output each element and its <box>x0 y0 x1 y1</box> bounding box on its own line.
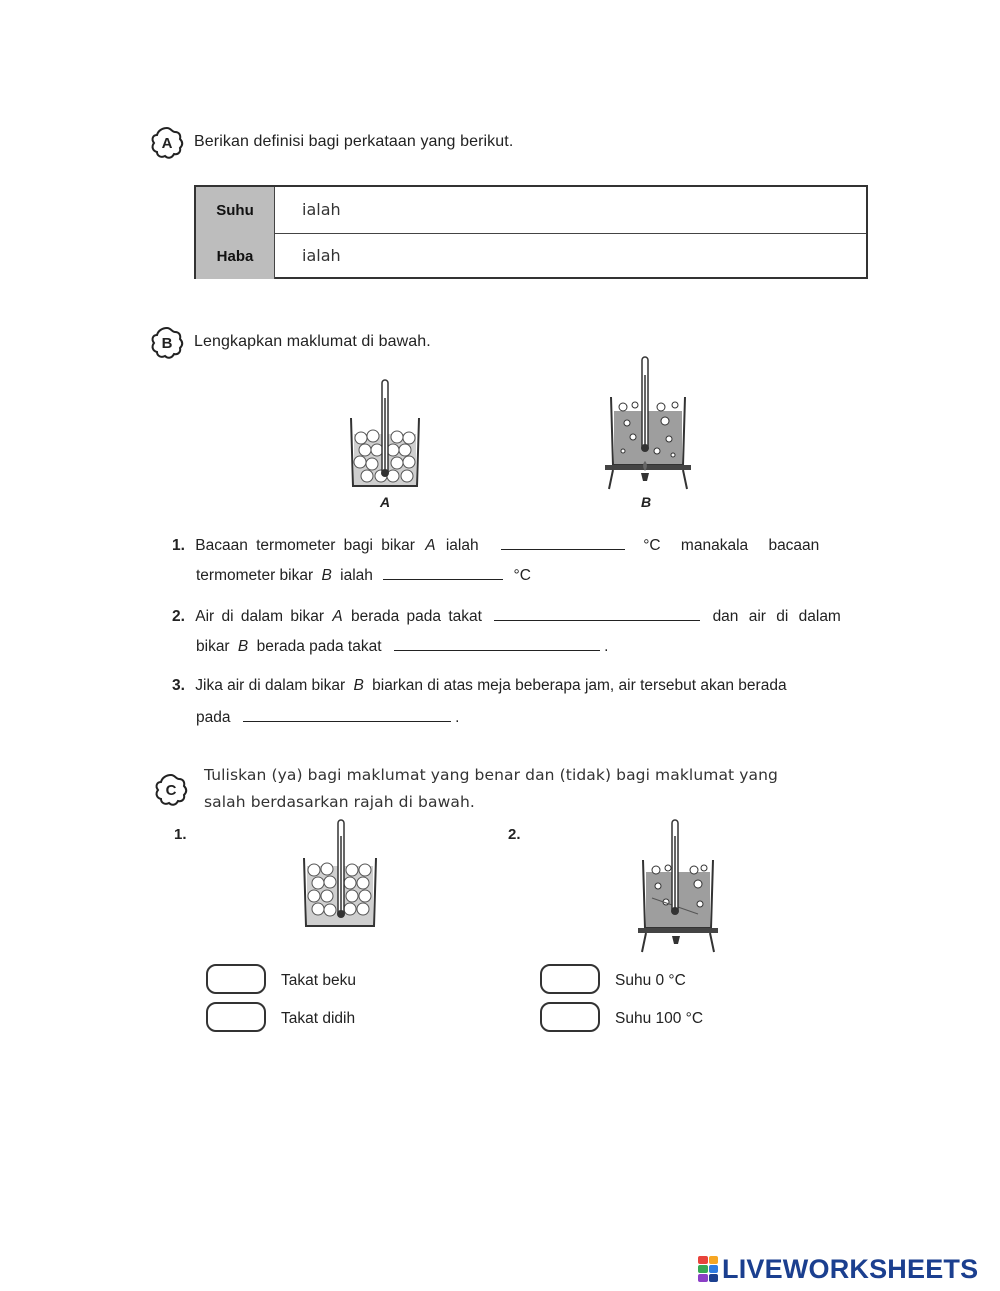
beaker-b-boiling-illustration <box>603 355 693 490</box>
item-2-number: 2. <box>508 826 521 843</box>
term-suhu: Suhu <box>196 187 275 233</box>
question-3-line-1 <box>172 677 787 695</box>
q3-blank-state[interactable] <box>243 707 451 722</box>
section-a-badge-icon <box>150 126 184 160</box>
item-1-option-2-label: Takat didih <box>281 1010 356 1027</box>
q1-beaker-b-ref: B <box>321 567 332 584</box>
liveworksheets-logo[interactable] <box>698 1252 978 1286</box>
term-haba: Haba <box>196 233 275 279</box>
q1-text-unit-2: °C <box>513 567 531 584</box>
item-2-boiling-beaker-illustration <box>638 818 718 953</box>
beaker-b-label: B <box>641 494 652 510</box>
q2-blank-point-b[interactable] <box>394 636 600 651</box>
definition-table <box>194 185 868 279</box>
item-2-option-2-answer-box[interactable] <box>540 1002 600 1032</box>
section-b-badge-letter: B <box>161 335 173 352</box>
q1-text-unit: °C manakala bacaan <box>643 537 820 554</box>
q1-text: Bacaan termometer bagi bikar <box>195 537 415 554</box>
q3-beaker-b-ref: B <box>353 677 364 694</box>
question-1-number: 1. <box>172 537 185 554</box>
section-b-heading: Lengkapkan maklumat di bawah. <box>194 333 431 350</box>
q3-text-2: biarkan di atas meja beberapa jam, air tersebut akan berada <box>372 677 787 694</box>
item-1-ice-beaker-illustration <box>300 818 380 930</box>
q3-period: . <box>455 709 460 726</box>
question-2-line-1 <box>172 606 841 626</box>
q3-text-pada: pada <box>196 709 231 726</box>
question-2-number: 2. <box>172 608 185 625</box>
beaker-a-ice-illustration <box>345 378 425 490</box>
q1-blank-reading-b[interactable] <box>383 565 503 580</box>
question-1-line-2 <box>196 565 531 585</box>
q2-text-takat: berada pada takat <box>350 608 482 625</box>
table-row <box>196 187 866 234</box>
table-row <box>196 233 866 279</box>
question-1-line-1 <box>172 535 819 555</box>
answer-haba[interactable]: ialah <box>302 246 341 265</box>
item-2-option-2-label: Suhu 100 °C <box>615 1010 704 1027</box>
q1-blank-reading-a[interactable] <box>501 535 625 550</box>
liveworksheets-mark-icon <box>698 1256 718 1282</box>
q2-blank-point-a[interactable] <box>494 606 700 621</box>
section-a-badge-letter: A <box>161 135 173 152</box>
q1-text-2: termometer bikar <box>196 567 314 584</box>
q1-text-ialah: ialah <box>445 537 479 554</box>
section-c-heading-line-1: Tuliskan (ya) bagi maklumat yang benar dan (tidak) bagi maklumat yang <box>204 766 778 784</box>
q2-text-dan: dan air di dalam <box>712 608 841 625</box>
item-1-option-1-label: Takat beku <box>281 972 356 989</box>
section-b-badge-icon <box>150 326 184 360</box>
question-3-number: 3. <box>172 677 185 694</box>
question-2-line-2 <box>196 636 608 656</box>
section-c-badge-letter: C <box>165 782 177 799</box>
q2-beaker-a-ref: A <box>332 608 343 625</box>
q2-text: Air di dalam bikar <box>195 608 324 625</box>
q3-text: Jika air di dalam bikar <box>195 677 346 694</box>
item-2-option-1-answer-box[interactable] <box>540 964 600 994</box>
liveworksheets-wordmark: LIVEWORKSHEETS <box>722 1253 979 1284</box>
q2-text-takat-2: berada pada takat <box>256 638 382 655</box>
item-1-number: 1. <box>174 826 187 843</box>
section-c-heading-line-2: salah berdasarkan rajah di bawah. <box>204 793 475 811</box>
q1-text-ialah-2: ialah <box>340 567 373 584</box>
section-a-heading: Berikan definisi bagi perkataan yang berikut. <box>194 133 514 150</box>
q2-beaker-b-ref: B <box>237 638 249 655</box>
section-c-badge-icon <box>154 773 188 807</box>
item-1-option-1-answer-box[interactable] <box>206 964 266 994</box>
q1-beaker-a-ref: A <box>425 537 436 554</box>
q2-text-bikar: bikar <box>196 638 230 655</box>
item-2-option-1-label: Suhu 0 °C <box>615 972 686 989</box>
item-1-option-2-answer-box[interactable] <box>206 1002 266 1032</box>
answer-suhu[interactable]: ialah <box>302 200 341 219</box>
beaker-a-label: A <box>380 494 391 510</box>
q2-period: . <box>604 638 609 655</box>
question-3-line-2 <box>196 707 459 727</box>
